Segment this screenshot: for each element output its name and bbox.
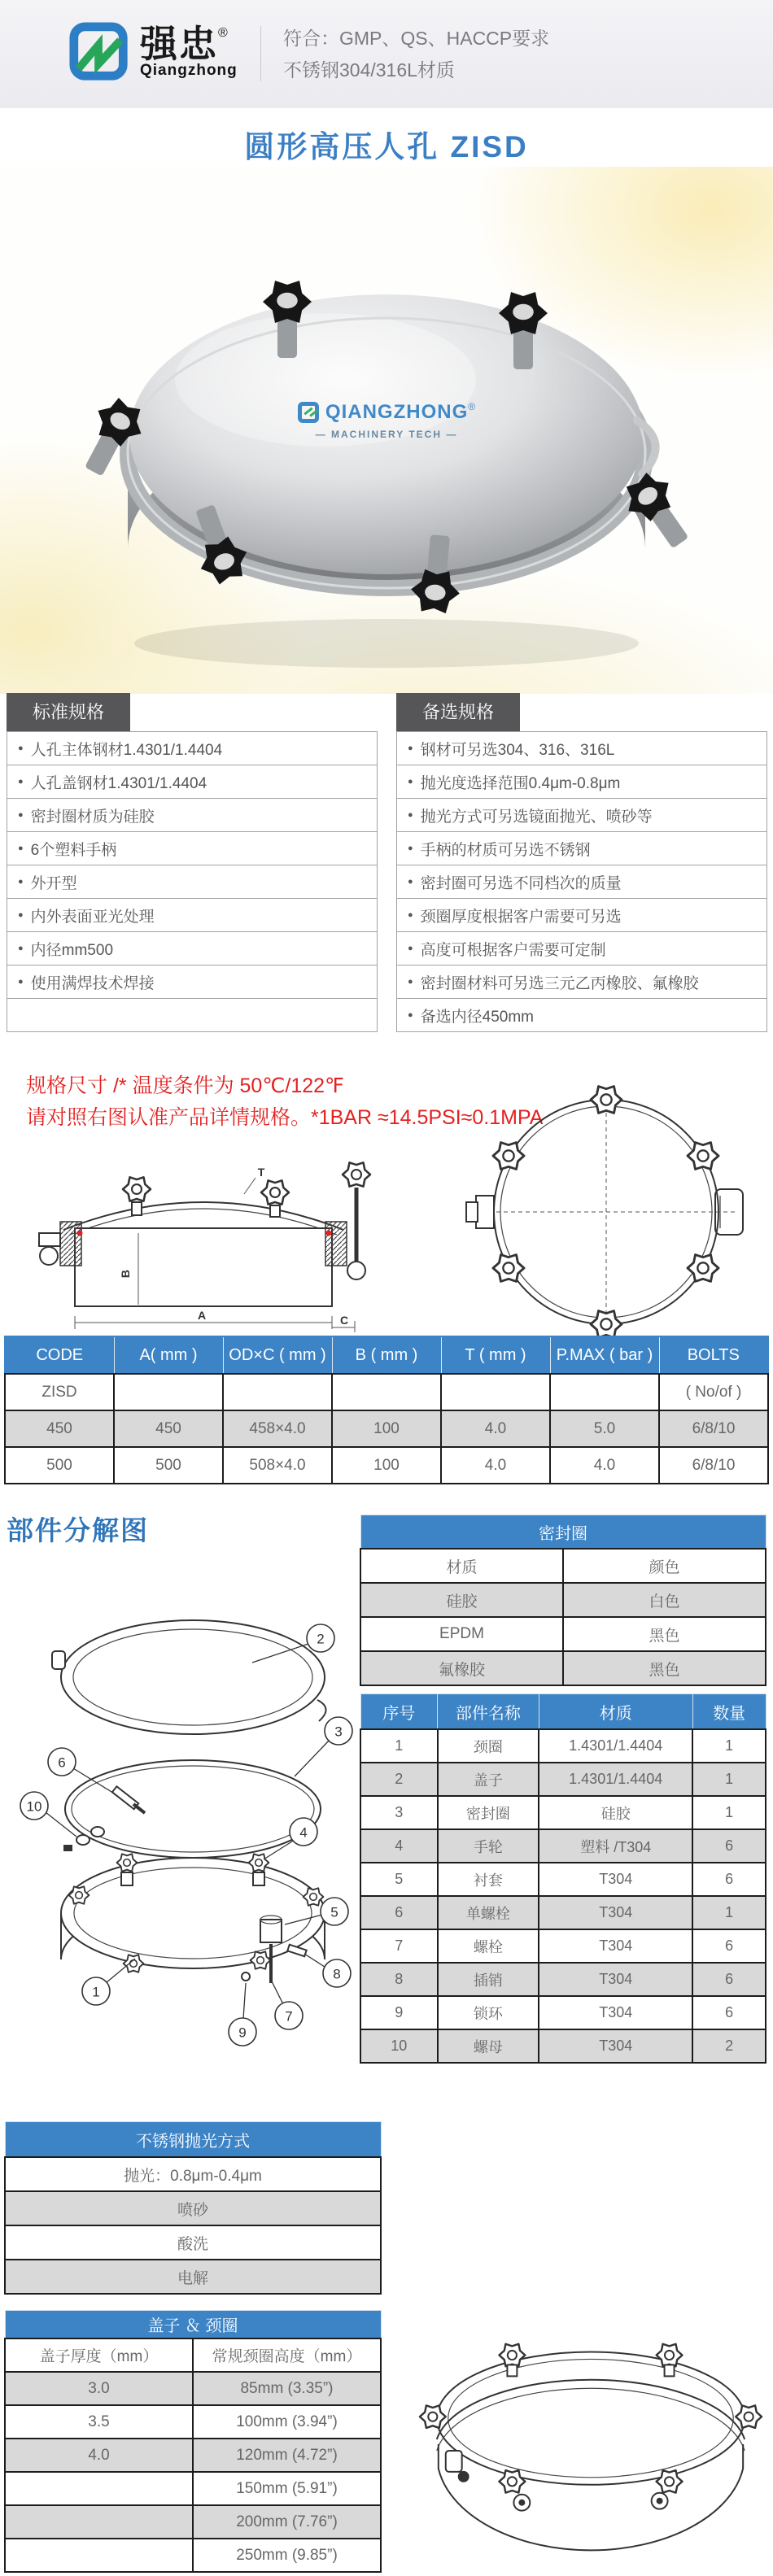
table-row: 250mm (9.85”) — [5, 2539, 381, 2572]
callout-6 — [48, 1748, 116, 1794]
table-row: 1 颈圈 1.4301/1.4404 1 — [360, 1729, 766, 1763]
svg-text:5: 5 — [330, 1904, 338, 1920]
standard-specs-title: 标准规格 — [7, 693, 130, 731]
svg-text:2: 2 — [317, 1631, 325, 1647]
table-row: 3 密封圈 硅胶 1 — [360, 1796, 766, 1829]
top-view-drawing — [443, 1067, 769, 1352]
callout-3 — [295, 1717, 352, 1776]
watermark-subtitle: — MACHINERY TECH — — [315, 429, 458, 440]
spec-item: ● 颈圈厚度根据客户需要可另选 — [396, 898, 767, 932]
table-row: ZISD ( No/of ) — [5, 1374, 768, 1410]
svg-text:4: 4 — [299, 1824, 308, 1841]
table-row: 3.0 85mm (3.35”) — [5, 2372, 381, 2405]
dimension-table — [4, 1336, 769, 1484]
spec-item: ● 外开型 — [7, 865, 378, 899]
dim-label-c: C — [339, 1314, 349, 1327]
table-row: 喷砂 — [5, 2191, 381, 2225]
dim-label-t: T — [257, 1166, 265, 1179]
note-line1: 规格尺寸 /* 温度条件为 50℃/122℉ — [26, 1074, 344, 1097]
svg-text:3: 3 — [334, 1724, 343, 1740]
brand-name-cn: 强忠 — [140, 23, 218, 65]
dim-label-b: B — [119, 1269, 132, 1279]
table-row: 3.5 100mm (3.94”) — [5, 2405, 381, 2439]
watermark-registered: ® — [468, 401, 476, 412]
cover-neck-title: 盖子 ＆ 颈圈 — [5, 2311, 381, 2339]
table-row: 200mm (7.76”) — [5, 2505, 381, 2539]
standard-specs-list — [7, 731, 378, 1032]
brand-logo-icon — [68, 21, 132, 85]
table-row: 4.0 120mm (4.72”) — [5, 2439, 381, 2472]
isometric-drawing — [400, 2314, 773, 2576]
dim-label-a: A — [197, 1309, 207, 1322]
note-line2: 请对照右图认准产品详情规格。*1BAR ≈14.5PSI≈0.1MPA — [26, 1106, 544, 1129]
svg-text:7: 7 — [285, 2008, 293, 2025]
header-tagline — [283, 23, 549, 86]
standard-specs — [7, 693, 378, 1032]
svg-text:10: 10 — [26, 1798, 42, 1815]
col-header: BOLTS — [659, 1336, 768, 1374]
spec-item: ● 高度可根据客户需要可定制 — [396, 931, 767, 965]
table-header-row — [5, 1336, 768, 1374]
spec-item: ● 抛光度选择范围0.4μm-0.8μm — [396, 765, 767, 799]
table-row: 氟橡胶 黑色 — [360, 1651, 766, 1685]
callout-7 — [272, 1981, 303, 2029]
parts-table — [360, 1693, 766, 2064]
photo-watermark — [0, 401, 773, 440]
svg-text:6: 6 — [58, 1754, 66, 1771]
table-row: 盖子厚度（mm） 常规颈圈高度（mm） — [5, 2338, 381, 2372]
table-row: 6 单螺栓 T304 1 — [360, 1896, 766, 1929]
callout-9 — [229, 1983, 256, 2046]
table-row: 2 盖子 1.4301/1.4404 1 — [360, 1763, 766, 1796]
col-header: P.MAX ( bar ) — [550, 1336, 659, 1374]
optional-specs-list — [396, 731, 767, 1032]
table-row: 材质 颜色 — [360, 1549, 766, 1583]
page-title: 圆形高压人孔 ZISD — [244, 130, 529, 163]
table-row: 500 500 508×4.0 100 4.0 4.0 6/8/10 — [5, 1447, 768, 1484]
optional-specs-title: 备选规格 — [396, 693, 520, 731]
table-row: 电解 — [5, 2260, 381, 2294]
spec-item: ● 内外表面亚光处理 — [7, 898, 378, 932]
table-row: 9 锁环 T304 6 — [360, 1996, 766, 2029]
brand-logo — [68, 21, 238, 85]
cover-neck-table — [4, 2310, 382, 2573]
product-photo — [0, 167, 773, 694]
page-header — [0, 0, 773, 108]
callout-4 — [264, 1818, 317, 1859]
spec-item-empty — [7, 998, 378, 1032]
table-row: 4 手轮 塑料 /T304 6 — [360, 1829, 766, 1863]
registered-mark: ® — [218, 26, 228, 40]
col-header: T ( mm ) — [441, 1336, 550, 1374]
spec-item: ● 内径mm500 — [7, 931, 378, 965]
seal-ring-table — [360, 1515, 766, 1686]
spec-item: ● 备选内径450mm — [396, 998, 767, 1032]
table-row: 150mm (5.91”) — [5, 2472, 381, 2505]
spec-item: ● 钢材可另选304、316、316L — [396, 731, 767, 765]
svg-text:8: 8 — [333, 1966, 341, 1982]
col-header: B ( mm ) — [332, 1336, 441, 1374]
table-row: 450 450 458×4.0 100 4.0 5.0 6/8/10 — [5, 1410, 768, 1447]
tagline-line2: 不锈钢304/316L材质 — [283, 59, 455, 81]
spec-item: ● 使用满焊技术焊接 — [7, 965, 378, 999]
callout-1 — [82, 1959, 135, 2005]
side-view-drawing — [15, 1129, 385, 1332]
header-divider — [260, 26, 261, 81]
col-header: CODE — [5, 1336, 114, 1374]
table-row: 10 螺母 T304 2 — [360, 2029, 766, 2063]
spec-item: ● 6个塑料手柄 — [7, 831, 378, 865]
watermark-logo-icon — [298, 402, 319, 423]
brand-name-en: Qiangzhong — [140, 62, 238, 79]
svg-text:1: 1 — [92, 1984, 100, 2000]
spec-item: ● 密封圈材料可另选三元乙丙橡胶、氟橡胶 — [396, 965, 767, 999]
callout-8 — [304, 1954, 351, 1987]
table-row: 酸洗 — [5, 2225, 381, 2260]
table-row: 抛光：0.8μm-0.4μm — [5, 2157, 381, 2191]
col-header: A( mm ) — [114, 1336, 223, 1374]
table-header-row: 序号 部件名称 材质 数量 — [360, 1694, 766, 1730]
seal-table-title: 密封圈 — [360, 1515, 766, 1550]
spec-item: ● 密封圈可另选不同档次的质量 — [396, 865, 767, 899]
spec-item: ● 人孔主体钢材1.4301/1.4404 — [7, 731, 378, 765]
spec-item: ● 手柄的材质可另选不锈钢 — [396, 831, 767, 865]
spec-item: ● 人孔盖钢材1.4301/1.4404 — [7, 765, 378, 799]
table-row: 8 插销 T304 6 — [360, 1963, 766, 1996]
spec-item: ● 密封圈材质为硅胶 — [7, 798, 378, 832]
col-header: OD×C ( mm ) — [223, 1336, 332, 1374]
table-row: 5 衬套 T304 6 — [360, 1863, 766, 1896]
polish-methods-table — [4, 2121, 382, 2295]
polish-table-title: 不锈钢抛光方式 — [5, 2122, 381, 2158]
svg-text:9: 9 — [238, 2025, 247, 2041]
tagline-line1: 符合：GMP、QS、HACCP要求 — [283, 28, 550, 49]
exploded-section-title: 部件分解图 — [7, 1515, 149, 1545]
exploded-view-drawing — [2, 1563, 360, 2072]
watermark-brand: QIANGZHONG — [325, 401, 469, 423]
spec-item: ● 抛光方式可另选镜面抛光、喷砂等 — [396, 798, 767, 832]
table-row: EPDM 黑色 — [360, 1617, 766, 1651]
optional-specs — [396, 693, 767, 1032]
table-row: 7 螺栓 T304 6 — [360, 1929, 766, 1963]
table-row: 硅胶 白色 — [360, 1583, 766, 1617]
